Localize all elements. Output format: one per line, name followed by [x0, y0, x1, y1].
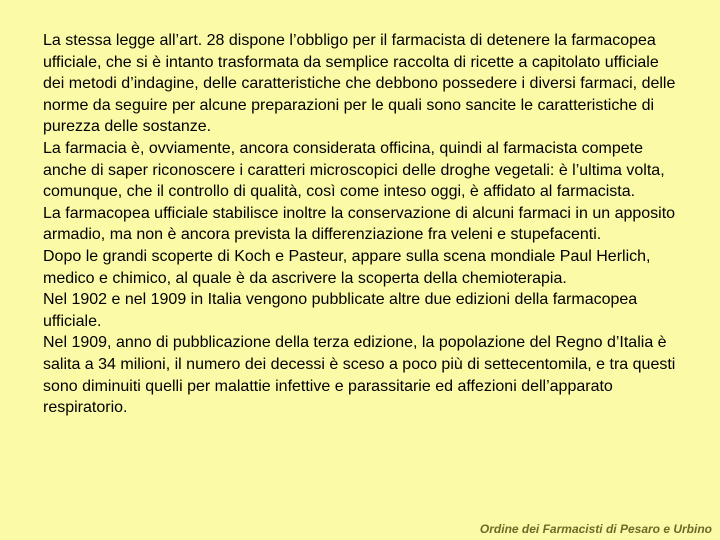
paragraph-koch-pasteur: Dopo le grandi scoperte di Koch e Pasteur, appare sulla scena mondiale Paul Herlich, medico e chimico, al quale è da ascrivere la scoperta della chemioterapia. [43, 247, 651, 287]
paragraph-farmacopea-obbligo: La stessa legge all’art. 28 dispone l’obbligo per il farmacista di detenere la farmacopea ufficiale, che si è intanto trasformata da semplice raccolta di ricette a capitolato ufficiale dei metodi d’indagine, delle caratteristiche che debbono possedere i diversi farmaci, delle norme da seguire per alcune preparazioni per le quali sono sancite le caratteristiche di purezza delle sostanze. [43, 32, 676, 136]
paragraph-popolazione-1909: Nel 1909, anno di pubblicazione della terza edizione, la popolazione del Regno d’Italia è salita a 34 milioni, il numero dei decessi è sceso a poco più di settecentomila, e tra questi sono diminuiti quelli per malattie infettive e parassitarie ed affezioni dell’apparato respiratorio. [43, 334, 676, 417]
footer-organization: Ordine dei Farmacisti di Pesaro e Urbino [479, 522, 712, 536]
paragraph-farmacia-officina: La farmacia è, ovviamente, ancora considerata officina, quindi al farmacista compete anche di saper riconoscere i caratteri microscopici delle droghe vegetali: è l’ultima volta, comunque, che il controllo di qualità, così come inteso oggi, è affidato al farmacista. [43, 139, 665, 201]
body-text [43, 30, 683, 419]
paragraph-edizioni-1902-1909: Nel 1902 e nel 1909 in Italia vengono pubblicate altre due edizioni della farmacopea ufficiale. [43, 291, 638, 330]
paragraph-conservazione-farmaci: La farmacopea ufficiale stabilisce inoltre la conservazione di alcuni farmaci in un apposito armadio, ma non è ancora prevista la differenziazione fra veleni e stupefacenti. [43, 204, 676, 244]
